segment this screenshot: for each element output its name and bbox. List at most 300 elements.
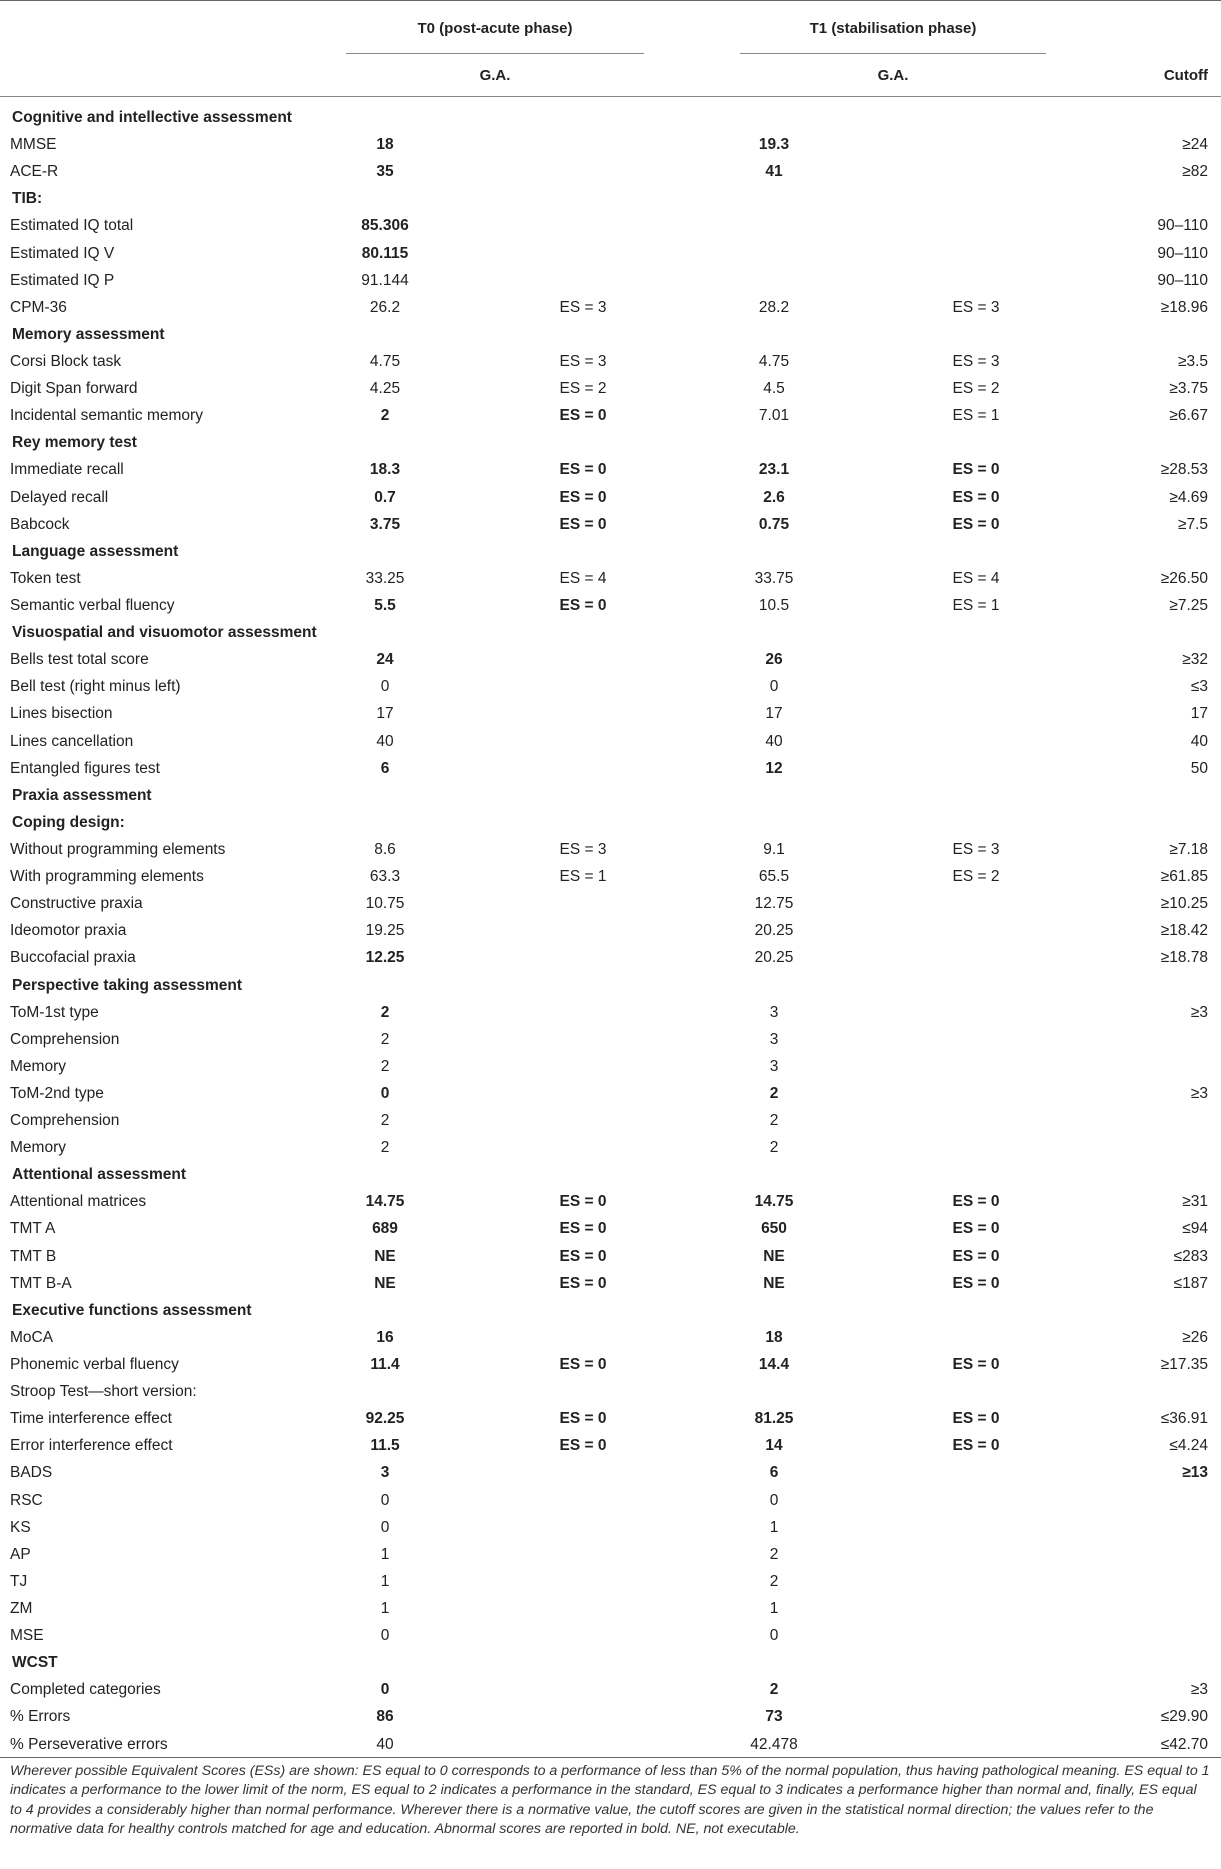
table-row — [0, 1408, 1221, 1435]
row-label: Babcock — [10, 515, 70, 533]
t1-score: 0.75 — [758, 515, 790, 533]
t1-score: 17 — [765, 705, 783, 723]
row-label: Completed categories — [10, 1681, 161, 1699]
t1-ga-header: G.A. — [877, 67, 909, 84]
section-title: Memory assessment — [12, 325, 165, 343]
t1-score: 2.6 — [763, 488, 785, 506]
row-label: Estimated IQ P — [10, 271, 115, 289]
row-label: ToM-1st type — [10, 1003, 99, 1021]
t0-score: 1 — [380, 1572, 390, 1590]
row-label: Incidental semantic memory — [10, 407, 203, 425]
t0-score: 33.25 — [365, 569, 405, 587]
row-label: MoCA — [10, 1328, 54, 1346]
section-header-row — [0, 541, 1221, 568]
t0-score: 11.5 — [370, 1437, 400, 1455]
t1-score: 18 — [765, 1328, 783, 1346]
row-label: MMSE — [10, 136, 57, 154]
t0-score: 2 — [380, 1057, 390, 1075]
t0-score: 24 — [376, 651, 394, 669]
section-title: Executive functions assessment — [12, 1301, 252, 1319]
t1-es: ES = 2 — [952, 868, 1000, 886]
t1-score: 81.25 — [754, 1410, 794, 1428]
t1-es: ES = 0 — [952, 1220, 1000, 1238]
t1-score: 2 — [769, 1112, 779, 1130]
t1-es: ES = 0 — [952, 1193, 1000, 1211]
t1-score: 7.01 — [758, 407, 790, 425]
table-row — [0, 1625, 1221, 1652]
t0-es: ES = 3 — [559, 840, 607, 858]
t0-es: ES = 0 — [559, 1410, 607, 1428]
cutoff-value: 50 — [1190, 759, 1208, 777]
t0-score: 2 — [380, 1139, 390, 1157]
section-header-row — [0, 107, 1221, 134]
row-label: Entangled figures test — [10, 759, 160, 777]
t1-score: 2 — [769, 1681, 779, 1699]
row-label: Estimated IQ V — [10, 244, 115, 262]
t0-score: 0 — [380, 1084, 390, 1102]
cutoff-value: ≥24 — [1182, 136, 1208, 154]
table-row — [0, 568, 1221, 595]
t1-phase-header: T1 (stabilisation phase) — [809, 20, 977, 37]
cutoff-value: ≥18.78 — [1160, 949, 1208, 967]
cutoff-value: ≥10.25 — [1160, 895, 1208, 913]
row-label: Without programming elements — [10, 840, 226, 858]
section-title: Coping design: — [12, 813, 125, 831]
t0-score: 63.3 — [369, 868, 401, 886]
row-label: Bell test (right minus left) — [10, 678, 181, 696]
cutoff-value: ≤94 — [1182, 1220, 1208, 1238]
t1-score: 12.75 — [754, 895, 794, 913]
row-label: TJ — [10, 1572, 28, 1590]
section-title: Language assessment — [12, 542, 179, 560]
cutoff-value: ≥7.25 — [1169, 596, 1208, 614]
t1-es: ES = 3 — [952, 840, 1000, 858]
cutoff-value: ≥4.69 — [1169, 488, 1208, 506]
cutoff-value: ≥3 — [1190, 1681, 1208, 1699]
row-label: Error interference effect — [10, 1437, 173, 1455]
t0-es: ES = 0 — [559, 1356, 607, 1374]
table-row — [0, 297, 1221, 324]
t1-score: 3 — [769, 1057, 779, 1075]
section-title: Rey memory test — [12, 434, 137, 452]
t1-score: 19.3 — [758, 136, 790, 154]
section-header-row — [0, 188, 1221, 215]
t1-score: 65.5 — [758, 868, 790, 886]
t0-score: 85.306 — [361, 217, 409, 235]
t0-score: NE — [374, 1247, 396, 1265]
row-label: Phonemic verbal fluency — [10, 1356, 179, 1374]
t0-score: 3 — [380, 1464, 390, 1482]
t1-es: ES = 0 — [952, 488, 1000, 506]
table-row — [0, 1354, 1221, 1381]
cutoff-value: ≥3 — [1190, 1003, 1208, 1021]
table-row — [0, 676, 1221, 703]
t0-score: 4.75 — [369, 352, 401, 370]
row-label: Immediate recall — [10, 461, 124, 479]
t1-score: 14.75 — [754, 1193, 794, 1211]
row-label: Lines cancellation — [10, 732, 134, 750]
t1-score: 9.1 — [763, 840, 785, 858]
t1-score: 28.2 — [758, 298, 790, 316]
t1-es: ES = 0 — [952, 1356, 1000, 1374]
t1-score: 2 — [769, 1139, 779, 1157]
table-row — [0, 731, 1221, 758]
table-row — [0, 1246, 1221, 1273]
t0-score: 18 — [376, 136, 394, 154]
t1-es: ES = 4 — [952, 569, 1000, 587]
row-label: ZM — [10, 1600, 33, 1618]
row-label: Attentional matrices — [10, 1193, 147, 1211]
cutoff-value: ≤29.90 — [1160, 1708, 1208, 1726]
t0-score: 3.75 — [369, 515, 401, 533]
t0-es: ES = 0 — [559, 488, 607, 506]
row-label: KS — [10, 1518, 31, 1536]
t0-score: 40 — [376, 1735, 394, 1753]
t0-es: ES = 0 — [559, 596, 607, 614]
row-label: MSE — [10, 1627, 44, 1645]
cutoff-value: ≥3.5 — [1177, 352, 1208, 370]
table-row — [0, 1191, 1221, 1218]
table-row — [0, 1462, 1221, 1489]
t1-score: 2 — [769, 1572, 779, 1590]
t0-es: ES = 0 — [559, 1220, 607, 1238]
t0-score: 0 — [380, 1518, 390, 1536]
t1-es: ES = 0 — [952, 1247, 1000, 1265]
t1-score: 33.75 — [754, 569, 794, 587]
t1-score: 14 — [765, 1437, 783, 1455]
t0-score: 19.25 — [365, 922, 405, 940]
t0-score: 2 — [380, 407, 390, 425]
row-label: Corsi Block task — [10, 352, 122, 370]
t1-es: ES = 0 — [952, 1274, 1000, 1292]
cutoff-value: ≥3.75 — [1169, 380, 1208, 398]
table-row — [0, 1029, 1221, 1056]
t1-es: ES = 0 — [952, 461, 1000, 479]
t0-score: 2 — [380, 1030, 390, 1048]
row-label: TMT A — [10, 1220, 56, 1238]
cutoff-value: ≤187 — [1173, 1274, 1208, 1292]
row-label: Comprehension — [10, 1112, 120, 1130]
table-row — [0, 1002, 1221, 1029]
table-row — [0, 839, 1221, 866]
t0-es: ES = 0 — [559, 1437, 607, 1455]
cutoff-value: ≤283 — [1173, 1247, 1208, 1265]
t1-score: 42.478 — [750, 1735, 798, 1753]
cutoff-value: ≥61.85 — [1160, 868, 1208, 886]
t1-score: 40 — [765, 732, 783, 750]
table-row — [0, 378, 1221, 405]
table-row — [0, 1435, 1221, 1462]
table-row — [0, 1706, 1221, 1733]
table-row — [0, 649, 1221, 676]
t1-es: ES = 0 — [952, 1410, 1000, 1428]
t1-es: ES = 1 — [952, 407, 1000, 425]
cutoff-header: Cutoff — [1163, 67, 1208, 84]
table-row — [0, 1110, 1221, 1137]
section-title: Cognitive and intellective assessment — [12, 109, 292, 126]
t1-header-rule — [740, 53, 1046, 54]
table-row — [0, 1679, 1221, 1706]
row-label: TMT B — [10, 1247, 57, 1265]
row-label: % Errors — [10, 1708, 71, 1726]
table-row — [0, 351, 1221, 378]
table-row — [0, 487, 1221, 514]
table-row — [0, 243, 1221, 270]
cutoff-value: ≥7.5 — [1177, 515, 1208, 533]
table-row — [0, 134, 1221, 161]
row-label: Digit Span forward — [10, 380, 138, 398]
table-body — [0, 107, 1221, 1761]
cutoff-value: ≥18.96 — [1160, 298, 1208, 316]
row-label: ACE-R — [10, 163, 59, 181]
table-row — [0, 1490, 1221, 1517]
cutoff-value: ≥17.35 — [1160, 1356, 1208, 1374]
bottom-rule — [0, 1757, 1221, 1758]
t1-es: ES = 0 — [952, 515, 1000, 533]
t0-es: ES = 0 — [559, 1193, 607, 1211]
table-row — [0, 1517, 1221, 1544]
row-label: Constructive praxia — [10, 895, 143, 913]
t1-score: 0 — [769, 1491, 779, 1509]
row-label: Memory — [10, 1139, 66, 1157]
t1-score: 26 — [765, 651, 783, 669]
cutoff-value: 90–110 — [1157, 244, 1208, 262]
t0-score: 689 — [372, 1220, 398, 1238]
section-title: WCST — [12, 1654, 58, 1672]
t0-phase-header: T0 (post-acute phase) — [417, 20, 573, 37]
row-label: CPM-36 — [10, 298, 67, 316]
t1-score: 6 — [769, 1464, 779, 1482]
cutoff-value: ≥13 — [1182, 1464, 1208, 1482]
row-label: Comprehension — [10, 1030, 120, 1048]
header-rule — [0, 96, 1221, 97]
t0-es: ES = 0 — [559, 407, 607, 425]
t1-score: 73 — [765, 1708, 783, 1726]
cutoff-value: ≤3 — [1190, 678, 1208, 696]
cutoff-value: ≤36.91 — [1160, 1410, 1208, 1428]
t0-score: 12.25 — [365, 949, 405, 967]
row-label: Ideomotor praxia — [10, 922, 127, 940]
t1-score: 4.5 — [763, 380, 785, 398]
t0-score: 35 — [376, 163, 394, 181]
t1-score: 650 — [761, 1220, 787, 1238]
row-label: % Perseverative errors — [10, 1735, 168, 1753]
t0-score: 40 — [376, 732, 394, 750]
t1-score: 0 — [769, 678, 779, 696]
t0-score: 0 — [380, 678, 390, 696]
t0-ga-header: G.A. — [479, 67, 511, 84]
row-label: With programming elements — [10, 868, 204, 886]
cutoff-value: 40 — [1190, 732, 1208, 750]
row-label: Time interference effect — [10, 1410, 172, 1428]
section-title: TIB: — [12, 190, 43, 208]
t1-score: 2 — [769, 1545, 779, 1563]
t0-score: 4.25 — [369, 380, 401, 398]
table-row — [0, 270, 1221, 297]
t0-es: ES = 1 — [559, 868, 607, 886]
t0-score: 0 — [380, 1681, 390, 1699]
t1-score: NE — [763, 1274, 785, 1292]
t0-score: 0 — [380, 1627, 390, 1645]
cutoff-value: ≤42.70 — [1160, 1735, 1208, 1753]
cutoff-value: 90–110 — [1157, 217, 1208, 235]
t1-es: ES = 2 — [952, 380, 1000, 398]
t0-score: 16 — [376, 1328, 394, 1346]
section-header-row — [0, 1164, 1221, 1191]
section-header-row — [0, 1652, 1221, 1679]
section-title: Visuospatial and visuomotor assessment — [12, 624, 317, 642]
t1-score: 3 — [769, 1003, 779, 1021]
t1-score: 10.5 — [758, 596, 790, 614]
table-row — [0, 866, 1221, 893]
t1-es: ES = 3 — [952, 298, 1000, 316]
t0-es: ES = 0 — [559, 515, 607, 533]
t1-score: 4.75 — [758, 352, 790, 370]
t1-score: NE — [763, 1247, 785, 1265]
t0-score: 86 — [376, 1708, 394, 1726]
t0-score: 6 — [380, 759, 390, 777]
t1-score: 1 — [769, 1600, 779, 1618]
t0-score: 18.3 — [369, 461, 401, 479]
t1-score: 0 — [769, 1627, 779, 1645]
table-row — [0, 459, 1221, 486]
cutoff-value: 17 — [1190, 705, 1208, 723]
t0-score: 1 — [380, 1600, 390, 1618]
table-row — [0, 1056, 1221, 1083]
row-label: Token test — [10, 569, 81, 587]
table-row — [0, 758, 1221, 785]
row-label: Delayed recall — [10, 488, 109, 506]
t0-es: ES = 0 — [559, 1247, 607, 1265]
section-header-row — [0, 785, 1221, 812]
cutoff-value: ≥7.18 — [1169, 840, 1208, 858]
t0-es: ES = 3 — [559, 298, 607, 316]
table-row — [0, 215, 1221, 242]
t1-score: 2 — [769, 1084, 779, 1102]
t1-score: 1 — [769, 1518, 779, 1536]
t0-score: 2 — [380, 1003, 390, 1021]
cutoff-value: ≥3 — [1190, 1084, 1208, 1102]
t0-score: 26.2 — [369, 298, 401, 316]
t0-es: ES = 2 — [559, 380, 607, 398]
t0-score: 92.25 — [365, 1410, 405, 1428]
cutoff-value: ≥28.53 — [1160, 461, 1208, 479]
table-row — [0, 1083, 1221, 1110]
section-title: Attentional assessment — [12, 1166, 186, 1184]
table-row — [0, 1327, 1221, 1354]
table-row — [0, 920, 1221, 947]
section-header-row — [0, 812, 1221, 839]
section-header-row — [0, 975, 1221, 1002]
cutoff-value: ≥32 — [1182, 651, 1208, 669]
row-label: Lines bisection — [10, 705, 113, 723]
row-label: BADS — [10, 1464, 53, 1482]
t1-score: 41 — [765, 163, 783, 181]
cutoff-value: 90–110 — [1157, 271, 1208, 289]
row-label: Stroop Test—short version: — [10, 1383, 197, 1401]
t0-es: ES = 0 — [559, 1274, 607, 1292]
table-row — [0, 1273, 1221, 1300]
t1-score: 20.25 — [754, 949, 794, 967]
table-row — [0, 947, 1221, 974]
t0-score: 11.4 — [370, 1356, 400, 1374]
t1-score: 23.1 — [758, 461, 790, 479]
table-row — [0, 405, 1221, 432]
row-label: Semantic verbal fluency — [10, 596, 175, 614]
table-row — [0, 1571, 1221, 1598]
table-row — [0, 595, 1221, 622]
t1-es: ES = 1 — [952, 596, 1000, 614]
t1-score: 12 — [765, 759, 783, 777]
t0-score: 14.75 — [365, 1193, 405, 1211]
t1-es: ES = 3 — [952, 352, 1000, 370]
table-row — [0, 1381, 1221, 1408]
table-row — [0, 1218, 1221, 1245]
table-row — [0, 161, 1221, 188]
row-label: Estimated IQ total — [10, 217, 134, 235]
table-row — [0, 1544, 1221, 1571]
table-row — [0, 514, 1221, 541]
table-row — [0, 1137, 1221, 1164]
section-header-row — [0, 622, 1221, 649]
t0-score: 8.6 — [374, 840, 396, 858]
row-label: ToM-2nd type — [10, 1084, 104, 1102]
row-label: Memory — [10, 1057, 66, 1075]
cutoff-value: ≥31 — [1182, 1193, 1208, 1211]
t0-score: 10.75 — [365, 895, 405, 913]
row-label: AP — [10, 1545, 31, 1563]
t0-score: NE — [374, 1274, 396, 1292]
section-header-row — [0, 324, 1221, 351]
t0-score: 80.115 — [361, 244, 409, 262]
t1-es: ES = 0 — [952, 1437, 1000, 1455]
t0-score: 5.5 — [374, 596, 396, 614]
row-label: Bells test total score — [10, 651, 149, 669]
top-rule — [0, 0, 1221, 1]
section-title: Praxia assessment — [12, 786, 152, 804]
t0-score: 0 — [380, 1491, 390, 1509]
t0-score: 17 — [376, 705, 394, 723]
row-label: TMT B-A — [10, 1274, 72, 1292]
section-header-row — [0, 1300, 1221, 1327]
cutoff-value: ≥18.42 — [1160, 922, 1208, 940]
t0-score: 91.144 — [361, 271, 409, 289]
section-title: Perspective taking assessment — [12, 976, 243, 994]
cutoff-value: ≥26 — [1182, 1328, 1208, 1346]
t1-score: 20.25 — [754, 922, 794, 940]
t0-es: ES = 3 — [559, 352, 607, 370]
t0-es: ES = 0 — [559, 461, 607, 479]
t0-es: ES = 4 — [559, 569, 607, 587]
section-header-row — [0, 432, 1221, 459]
table-row — [0, 1598, 1221, 1625]
row-label: RSC — [10, 1491, 43, 1509]
t0-score: 1 — [380, 1545, 390, 1563]
row-label: Buccofacial praxia — [10, 949, 136, 967]
t1-score: 3 — [769, 1030, 779, 1048]
cutoff-value: ≤4.24 — [1169, 1437, 1208, 1455]
t0-score: 0.7 — [374, 488, 396, 506]
cutoff-value: ≥6.67 — [1169, 407, 1208, 425]
cutoff-value: ≥26.50 — [1160, 569, 1208, 587]
table-row — [0, 703, 1221, 730]
t0-score: 2 — [380, 1112, 390, 1130]
t0-header-rule — [346, 53, 644, 54]
table-row — [0, 893, 1221, 920]
table-footnote: Wherever possible Equivalent Scores (ESs) are shown: ES equal to 0 corresponds to a performance of less than 5% of the normal population, thus having pathological meaning. ES equal to 1 indicates a performance to the lower limit of the norm, ES equal to 2 indicates a performance in the standard, ES equal to 3 indicates a performance higher than normal and, finally, ES equal to 4 provides a considerably higher than normal performance. Wherever there is a normative value, the cutoff scores are given in the statistical normal direction; the values refer to the normative data for healthy controls matched for age and education. Abnormal scores are reported in bold. NE, not executable. — [10, 1763, 1210, 1838]
t1-score: 14.4 — [758, 1356, 790, 1374]
cutoff-value: ≥82 — [1182, 163, 1208, 181]
